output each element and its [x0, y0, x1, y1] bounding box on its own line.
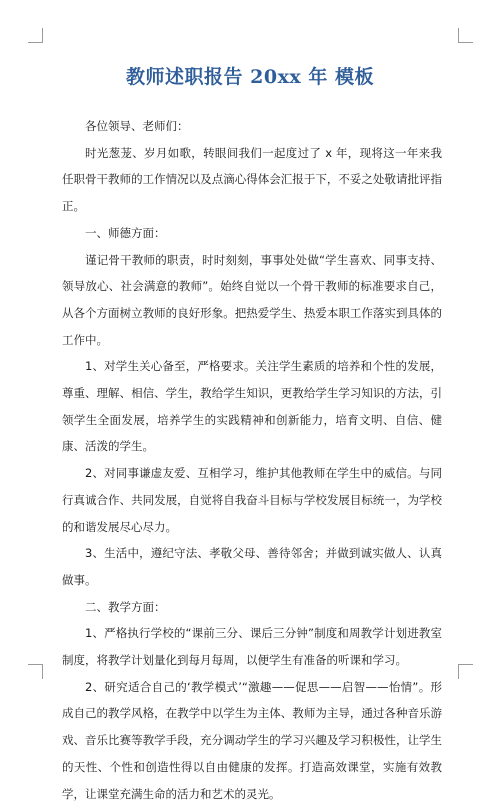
crop-mark-bottom-left [28, 664, 43, 679]
paragraph: 1、对学生关心备至，严格要求。关注学生素质的培养和个性的发展，尊重、理解、相信、学生，教给学生知识，更教给学生学习知识的方法，引领学生全面发展，培养学生的实践精神和创新能力，培育文明、自信、健康、活泼的学生。 [62, 359, 442, 454]
paragraph: 3、生活中，遵纪守法、孝敬父母、善待邻舍；并做到诚实做人、认真做事。 [62, 546, 442, 587]
paragraph: 2、研究适合自己的‘教学模式’“激趣——促思——启智——怡情”。形成自己的教学风格，在教学中以学生为主体、教师为主导，通过各种音乐游戏、音乐比赛等教学手段，充分调动学生的学习兴趣及学习积极性，让学生的天性、个性和创造性得以自由健康的发挥。打造高效课堂，实施有效教学，让课堂充满生命的活力和艺术的灵光。 [62, 679, 442, 801]
document-body [62, 113, 442, 807]
paragraph-greeting: 各位领导、老师们： [85, 119, 189, 133]
section-heading: 一、师德方面： [85, 225, 166, 240]
paragraph: 时光葱茏、岁月如歌，转眼间我们一起度过了 x 年，现将这一年来我任职骨干教师的工作情况以及点滴心得体会汇报于下，不妥之处敬请批评指正。 [62, 145, 442, 214]
crop-mark-top-right [458, 28, 473, 43]
paragraph: 2、对同事谦虚友爱、互相学习，维护其他教师在学生中的威信。与同行真诚合作、共同发展，自觉将自我奋斗目标与学校发展目标统一，为学校的和谐发展尽心尽力。 [62, 466, 442, 534]
crop-mark-bottom-right [458, 664, 473, 679]
section-heading: 二、教学方面： [85, 599, 166, 614]
crop-mark-top-left [28, 28, 43, 43]
paragraph: 谨记骨干教师的职责，时时刻刻，事事处处做“学生喜欢、同事支持、领导放心、社会满意的教师”。始终自觉以一个骨干教师的标准要求自己，从各个方面树立教师的良好形象。把热爱学生、热爱本职工作落实到具体的工作中。 [62, 252, 442, 347]
document-title: 教师述职报告 20xx 年 模板 [126, 66, 374, 88]
paragraph: 1、严格执行学校的“课前三分、课后三分钟”制度和周教学计划进教室制度，将教学计划量化到每月每周，以便学生有准备的听课和学习。 [62, 626, 442, 668]
